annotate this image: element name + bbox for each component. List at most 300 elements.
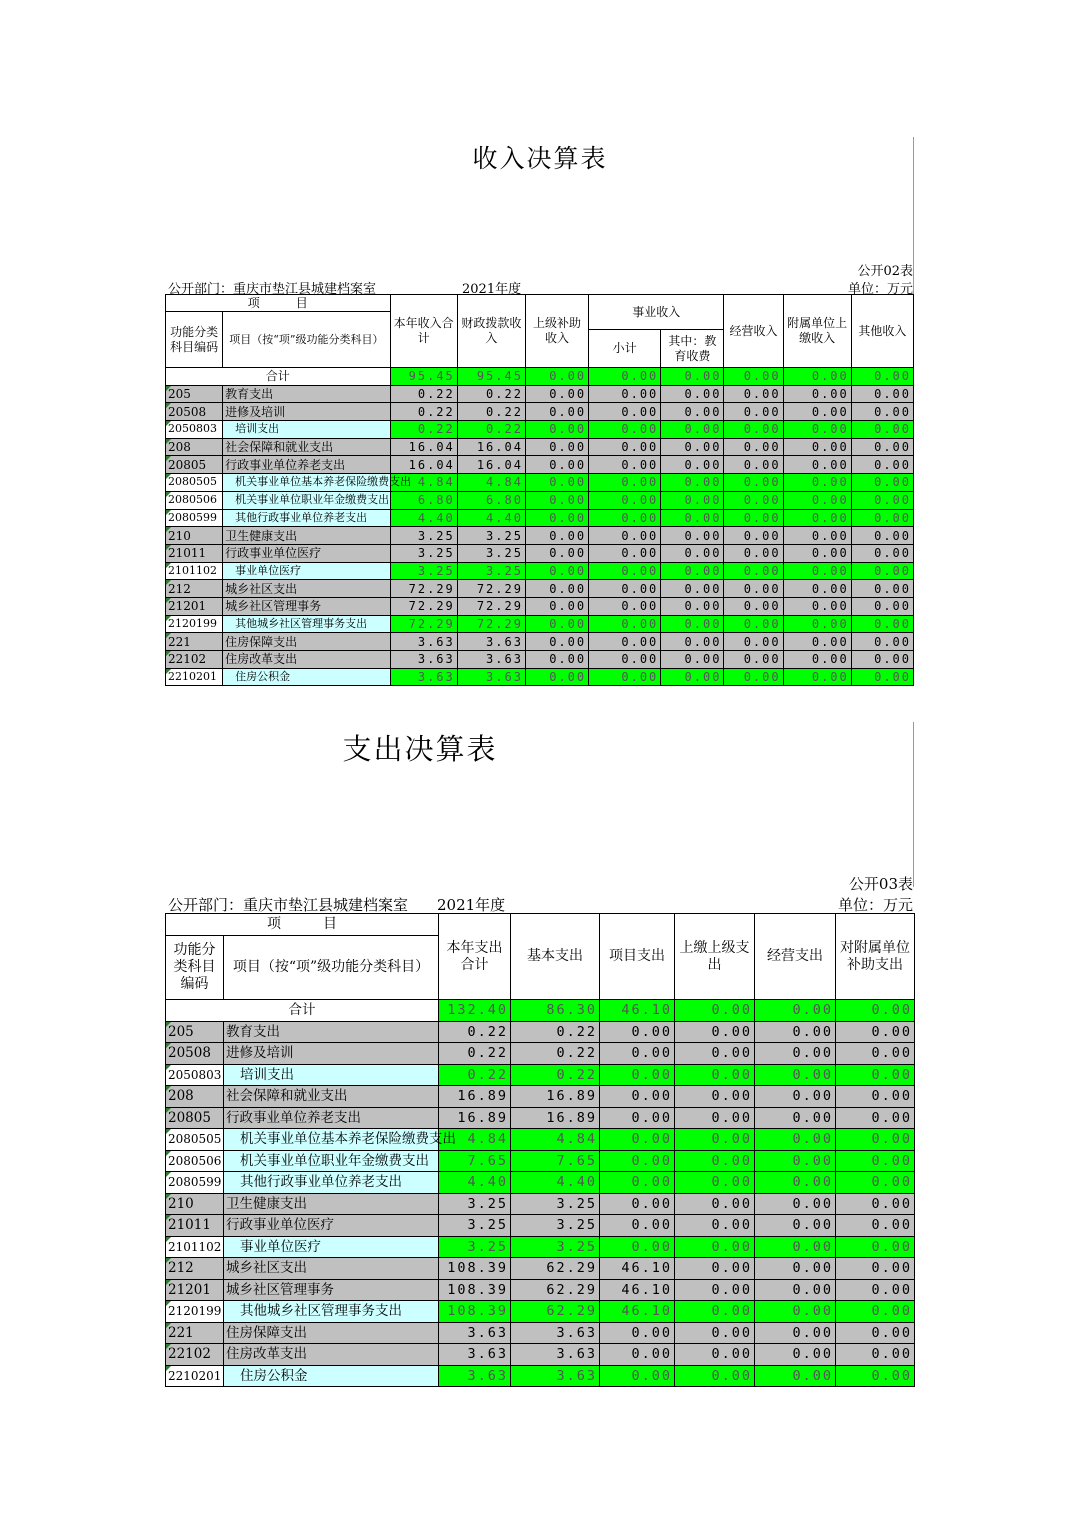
income-header-edu: 其中：教育收费 — [661, 330, 724, 368]
row-name: 社会保障和就业支出 — [223, 438, 390, 456]
row-value: 3.63 — [439, 1322, 511, 1344]
row-code: 21011 — [166, 1215, 224, 1237]
total-value: 0.00 — [661, 368, 724, 386]
row-code: 210 — [166, 527, 223, 545]
row-value: 0.00 — [836, 1172, 915, 1194]
row-value: 0.00 — [589, 544, 661, 562]
row-value: 0.22 — [457, 403, 525, 421]
total-value: 0.00 — [724, 368, 783, 386]
row-value: 0.00 — [783, 597, 851, 615]
row-value: 0.00 — [675, 1236, 755, 1258]
row-value: 108.39 — [439, 1279, 511, 1301]
row-value: 72.29 — [457, 615, 525, 633]
row-value: 0.00 — [525, 438, 588, 456]
row-value: 0.00 — [724, 544, 783, 562]
row-value: 0.00 — [525, 597, 588, 615]
row-value: 0.00 — [661, 615, 724, 633]
row-value: 0.00 — [783, 509, 851, 527]
total-value: 0.00 — [783, 368, 851, 386]
row-value: 0.00 — [600, 1129, 675, 1151]
row-code: 20508 — [166, 403, 223, 421]
row-name: 教育支出 — [224, 1021, 439, 1043]
row-code: 2210201 — [166, 1365, 224, 1387]
income-sheet — [165, 137, 915, 687]
row-value: 0.00 — [724, 421, 783, 439]
sheet-edge-line — [913, 722, 914, 887]
row-value: 0.00 — [661, 456, 724, 474]
row-code: 208 — [166, 438, 223, 456]
income-header-operation: 经营收入 — [724, 295, 783, 368]
expense-unit: 单位：万元 — [837, 896, 913, 914]
row-value: 0.00 — [851, 544, 913, 562]
row-name: 城乡社区支出 — [223, 580, 390, 598]
row-value: 0.00 — [724, 580, 783, 598]
row-value: 0.00 — [525, 474, 588, 492]
row-code: 221 — [166, 633, 223, 651]
row-value: 16.89 — [511, 1107, 600, 1129]
table-row — [166, 1236, 915, 1258]
income-dept: 公开部门：重庆市垫江县城建档案室 — [168, 282, 377, 297]
row-value: 4.84 — [439, 1129, 511, 1151]
total-value: 0.00 — [851, 368, 913, 386]
table-row — [166, 421, 914, 439]
row-value: 0.00 — [755, 1279, 836, 1301]
row-value: 16.89 — [439, 1107, 511, 1129]
row-value: 3.25 — [457, 544, 525, 562]
row-value: 0.00 — [851, 633, 913, 651]
row-value: 3.25 — [439, 1236, 511, 1258]
row-name: 卫生健康支出 — [224, 1193, 439, 1215]
row-value: 0.00 — [755, 1021, 836, 1043]
row-value: 0.00 — [661, 668, 724, 686]
row-value: 0.00 — [851, 474, 913, 492]
row-value: 0.00 — [783, 544, 851, 562]
row-value: 0.00 — [851, 456, 913, 474]
row-value: 3.63 — [457, 668, 525, 686]
row-value: 0.00 — [600, 1193, 675, 1215]
row-value: 0.00 — [675, 1279, 755, 1301]
row-code: 2050803 — [166, 1064, 224, 1086]
total-value: 0.00 — [675, 1000, 755, 1022]
table-row — [166, 633, 914, 651]
row-value: 46.10 — [600, 1258, 675, 1280]
row-name: 培训支出 — [223, 421, 390, 439]
row-name: 机关事业单位职业年金缴费支出 — [224, 1150, 439, 1172]
row-name: 教育支出 — [223, 385, 390, 403]
row-code: 2080506 — [166, 1150, 224, 1172]
row-value: 0.00 — [589, 456, 661, 474]
row-value: 62.29 — [511, 1279, 600, 1301]
table-row — [166, 1129, 915, 1151]
row-value: 0.00 — [836, 1043, 915, 1065]
row-value: 4.40 — [457, 509, 525, 527]
expense-header-operation: 经营支出 — [755, 914, 836, 1000]
row-value: 0.00 — [783, 615, 851, 633]
row-value: 16.04 — [457, 438, 525, 456]
row-value: 0.22 — [511, 1043, 600, 1065]
row-value: 0.00 — [755, 1344, 836, 1366]
total-value: 0.00 — [525, 368, 588, 386]
row-value: 0.00 — [724, 527, 783, 545]
row-code: 2210201 — [166, 668, 223, 686]
row-value: 0.00 — [851, 668, 913, 686]
row-value: 4.84 — [390, 474, 457, 492]
row-value: 0.00 — [525, 668, 588, 686]
row-value: 0.00 — [851, 615, 913, 633]
row-name: 其他城乡社区管理事务支出 — [224, 1301, 439, 1323]
table-row — [166, 1107, 915, 1129]
table-row — [166, 403, 914, 421]
row-value: 0.00 — [600, 1172, 675, 1194]
row-value: 62.29 — [511, 1258, 600, 1280]
row-value: 0.00 — [661, 438, 724, 456]
table-row — [166, 544, 914, 562]
expense-dept: 公开部门：重庆市垫江县城建档案室 — [168, 896, 409, 914]
row-value: 0.00 — [755, 1086, 836, 1108]
row-value: 72.29 — [390, 580, 457, 598]
row-value: 3.63 — [390, 668, 457, 686]
row-name: 住房改革支出 — [224, 1344, 439, 1366]
expense-title: 支出决算表 — [342, 732, 498, 766]
row-value: 3.63 — [439, 1344, 511, 1366]
row-value: 0.00 — [836, 1344, 915, 1366]
row-code: 22102 — [166, 651, 223, 669]
row-code: 208 — [166, 1086, 224, 1108]
row-code: 21201 — [166, 597, 223, 615]
row-value: 3.63 — [457, 633, 525, 651]
table-row — [166, 527, 914, 545]
total-label: 合计 — [166, 368, 391, 386]
row-code: 205 — [166, 1021, 224, 1043]
row-value: 6.80 — [390, 491, 457, 509]
row-value: 0.00 — [851, 438, 913, 456]
row-value: 0.00 — [675, 1365, 755, 1387]
row-value: 0.00 — [724, 403, 783, 421]
row-value: 16.04 — [390, 438, 457, 456]
row-value: 0.00 — [675, 1172, 755, 1194]
row-name: 其他城乡社区管理事务支出 — [223, 615, 390, 633]
row-value: 0.00 — [675, 1086, 755, 1108]
row-value: 0.00 — [851, 509, 913, 527]
row-value: 0.00 — [755, 1129, 836, 1151]
row-value: 0.00 — [589, 421, 661, 439]
row-code: 2120199 — [166, 1301, 224, 1323]
row-value: 0.00 — [755, 1193, 836, 1215]
row-value: 0.00 — [851, 651, 913, 669]
row-value: 6.80 — [457, 491, 525, 509]
row-value: 0.00 — [589, 580, 661, 598]
row-value: 0.00 — [589, 668, 661, 686]
table-row — [166, 668, 914, 686]
row-code: 21011 — [166, 544, 223, 562]
row-value: 0.00 — [724, 562, 783, 580]
income-header-superior: 上级补助收入 — [525, 295, 588, 368]
row-name: 行政事业单位养老支出 — [223, 456, 390, 474]
row-value: 3.25 — [439, 1215, 511, 1237]
row-value: 0.22 — [390, 403, 457, 421]
row-value: 0.00 — [724, 597, 783, 615]
row-value: 4.84 — [457, 474, 525, 492]
row-code: 22102 — [166, 1344, 224, 1366]
row-value: 0.00 — [851, 491, 913, 509]
row-value: 0.00 — [589, 403, 661, 421]
total-value: 132.40 — [439, 1000, 511, 1022]
row-value: 3.25 — [457, 527, 525, 545]
row-value: 0.00 — [661, 580, 724, 598]
row-code: 2080506 — [166, 491, 223, 509]
row-name: 进修及培训 — [224, 1043, 439, 1065]
row-value: 0.00 — [724, 385, 783, 403]
row-value: 0.00 — [851, 403, 913, 421]
row-value: 0.00 — [724, 651, 783, 669]
row-name: 培训支出 — [224, 1064, 439, 1086]
row-value: 0.00 — [755, 1150, 836, 1172]
table-row — [166, 438, 914, 456]
row-code: 21201 — [166, 1279, 224, 1301]
expense-header-name: 项目（按“项”级功能分类科目） — [224, 936, 439, 1000]
total-value: 46.10 — [600, 1000, 675, 1022]
expense-table-no: 公开03表 — [848, 875, 913, 893]
row-name: 其他行政事业单位养老支出 — [223, 509, 390, 527]
row-name: 卫生健康支出 — [223, 527, 390, 545]
row-value: 0.00 — [755, 1365, 836, 1387]
row-code: 212 — [166, 580, 223, 598]
row-value: 0.00 — [661, 633, 724, 651]
row-value: 0.00 — [724, 474, 783, 492]
row-value: 0.22 — [439, 1021, 511, 1043]
row-value: 0.00 — [525, 615, 588, 633]
row-value: 0.00 — [851, 580, 913, 598]
row-value: 0.00 — [836, 1064, 915, 1086]
table-row — [166, 1344, 915, 1366]
row-value: 0.22 — [390, 421, 457, 439]
row-value: 0.00 — [836, 1193, 915, 1215]
row-value: 0.00 — [600, 1107, 675, 1129]
row-value: 0.00 — [600, 1043, 675, 1065]
row-value: 3.63 — [511, 1365, 600, 1387]
row-value: 0.00 — [755, 1301, 836, 1323]
row-value: 0.00 — [675, 1129, 755, 1151]
row-value: 0.22 — [439, 1064, 511, 1086]
row-value: 72.29 — [390, 615, 457, 633]
row-value: 0.00 — [525, 580, 588, 598]
row-value: 0.22 — [457, 385, 525, 403]
expense-header-item: 项 目 — [166, 914, 439, 936]
row-value: 72.29 — [390, 597, 457, 615]
row-value: 0.00 — [675, 1258, 755, 1280]
row-value: 0.00 — [755, 1215, 836, 1237]
table-row — [166, 1172, 915, 1194]
row-value: 46.10 — [600, 1279, 675, 1301]
row-name: 行政事业单位医疗 — [223, 544, 390, 562]
table-row — [166, 456, 914, 474]
income-header-name: 项目（按“项”级功能分类科目） — [223, 312, 390, 368]
row-code: 212 — [166, 1258, 224, 1280]
row-value: 0.00 — [661, 509, 724, 527]
row-value: 46.10 — [600, 1301, 675, 1323]
row-value: 0.00 — [675, 1150, 755, 1172]
row-name: 城乡社区管理事务 — [223, 597, 390, 615]
row-value: 0.00 — [836, 1086, 915, 1108]
expense-header-superior: 上缴上级支出 — [675, 914, 755, 1000]
row-value: 0.00 — [525, 491, 588, 509]
row-value: 4.40 — [511, 1172, 600, 1194]
row-name: 城乡社区管理事务 — [224, 1279, 439, 1301]
row-name: 机关事业单位基本养老保险缴费支出 — [223, 474, 390, 492]
row-value: 3.25 — [457, 562, 525, 580]
income-header-total: 本年收入合计 — [390, 295, 457, 368]
row-code: 2080599 — [166, 509, 223, 527]
income-unit: 单位：万元 — [847, 282, 913, 297]
total-value: 0.00 — [836, 1000, 915, 1022]
row-value: 16.89 — [511, 1086, 600, 1108]
row-value: 0.00 — [589, 597, 661, 615]
total-label: 合计 — [166, 1000, 439, 1022]
income-header-subtotal: 小计 — [589, 330, 661, 368]
expense-header-affiliate: 对附属单位补助支出 — [836, 914, 915, 1000]
row-value: 0.00 — [755, 1236, 836, 1258]
total-value: 0.00 — [755, 1000, 836, 1022]
row-value: 0.00 — [675, 1064, 755, 1086]
row-value: 0.00 — [836, 1150, 915, 1172]
row-value: 0.00 — [783, 403, 851, 421]
row-name: 机关事业单位基本养老保险缴费支出 — [224, 1129, 439, 1151]
row-value: 0.00 — [783, 491, 851, 509]
row-value: 0.00 — [836, 1236, 915, 1258]
row-value: 0.00 — [851, 421, 913, 439]
total-value: 86.30 — [511, 1000, 600, 1022]
row-value: 0.00 — [675, 1043, 755, 1065]
row-value: 0.00 — [836, 1215, 915, 1237]
row-value: 0.00 — [851, 562, 913, 580]
row-name: 事业单位医疗 — [223, 562, 390, 580]
row-code: 2080505 — [166, 474, 223, 492]
row-value: 0.00 — [783, 474, 851, 492]
row-value: 0.00 — [724, 509, 783, 527]
row-value: 0.00 — [600, 1086, 675, 1108]
row-value: 0.00 — [525, 633, 588, 651]
row-value: 108.39 — [439, 1301, 511, 1323]
row-name: 住房改革支出 — [223, 651, 390, 669]
row-value: 3.25 — [439, 1193, 511, 1215]
row-value: 0.00 — [836, 1322, 915, 1344]
table-row — [166, 1193, 915, 1215]
row-value: 0.00 — [675, 1193, 755, 1215]
row-value: 0.00 — [661, 474, 724, 492]
table-row — [166, 562, 914, 580]
row-code: 2050803 — [166, 421, 223, 439]
row-name: 行政事业单位医疗 — [224, 1215, 439, 1237]
row-value: 0.00 — [600, 1322, 675, 1344]
row-value: 0.00 — [661, 385, 724, 403]
row-value: 0.00 — [675, 1215, 755, 1237]
table-row — [166, 1258, 915, 1280]
row-value: 0.00 — [755, 1258, 836, 1280]
row-value: 0.00 — [755, 1322, 836, 1344]
row-value: 0.00 — [589, 491, 661, 509]
row-value: 0.00 — [589, 385, 661, 403]
row-code: 2101102 — [166, 562, 223, 580]
row-value: 3.25 — [390, 527, 457, 545]
row-value: 0.00 — [589, 651, 661, 669]
income-title: 收入决算表 — [472, 144, 608, 173]
row-code: 221 — [166, 1322, 224, 1344]
row-value: 0.00 — [836, 1258, 915, 1280]
row-value: 0.00 — [589, 615, 661, 633]
row-code: 2080505 — [166, 1129, 224, 1151]
table-row — [166, 509, 914, 527]
row-value: 0.00 — [724, 491, 783, 509]
row-value: 0.00 — [783, 580, 851, 598]
table-row — [166, 474, 914, 492]
row-value: 72.29 — [457, 580, 525, 598]
total-value: 0.00 — [589, 368, 661, 386]
row-value: 0.00 — [724, 668, 783, 686]
row-value: 3.25 — [511, 1215, 600, 1237]
table-row — [166, 1086, 915, 1108]
row-value: 16.04 — [457, 456, 525, 474]
row-value: 0.00 — [783, 438, 851, 456]
row-value: 4.40 — [439, 1172, 511, 1194]
row-value: 0.00 — [783, 651, 851, 669]
row-value: 0.00 — [661, 421, 724, 439]
row-value: 0.00 — [755, 1172, 836, 1194]
row-value: 0.00 — [724, 438, 783, 456]
row-value: 0.00 — [675, 1107, 755, 1129]
row-value: 3.63 — [390, 633, 457, 651]
row-value: 0.00 — [525, 456, 588, 474]
row-value: 0.22 — [457, 421, 525, 439]
row-code: 20805 — [166, 456, 223, 474]
row-value: 0.00 — [783, 668, 851, 686]
row-value: 0.00 — [525, 403, 588, 421]
row-name: 住房保障支出 — [223, 633, 390, 651]
row-value: 3.25 — [390, 562, 457, 580]
table-row — [166, 1043, 915, 1065]
row-value: 0.00 — [783, 421, 851, 439]
row-value: 0.00 — [525, 651, 588, 669]
income-header-fiscal: 财政拨款收入 — [457, 295, 525, 368]
row-value: 0.00 — [589, 633, 661, 651]
expense-header-total: 本年支出合计 — [439, 914, 511, 1000]
row-value: 3.63 — [390, 651, 457, 669]
row-value: 0.00 — [589, 527, 661, 545]
row-name: 行政事业单位养老支出 — [224, 1107, 439, 1129]
row-value: 3.25 — [390, 544, 457, 562]
row-code: 2120199 — [166, 615, 223, 633]
table-row — [166, 1021, 915, 1043]
row-value: 0.00 — [851, 385, 913, 403]
row-value: 0.00 — [600, 1064, 675, 1086]
row-value: 0.00 — [851, 527, 913, 545]
row-name: 进修及培训 — [223, 403, 390, 421]
table-row — [166, 651, 914, 669]
row-name: 机关事业单位职业年金缴费支出 — [223, 491, 390, 509]
row-value: 62.29 — [511, 1301, 600, 1323]
income-table — [165, 294, 914, 686]
expense-header-basic: 基本支出 — [511, 914, 600, 1000]
row-value: 0.00 — [600, 1215, 675, 1237]
row-name: 其他行政事业单位养老支出 — [224, 1172, 439, 1194]
row-name: 事业单位医疗 — [224, 1236, 439, 1258]
row-code: 205 — [166, 385, 223, 403]
row-value: 0.00 — [724, 633, 783, 651]
row-code: 2080599 — [166, 1172, 224, 1194]
row-value: 3.25 — [511, 1236, 600, 1258]
income-header-affiliate: 附属单位上缴收入 — [783, 295, 851, 368]
row-value: 0.00 — [724, 456, 783, 474]
income-header-code: 功能分类科目编码 — [166, 312, 223, 368]
